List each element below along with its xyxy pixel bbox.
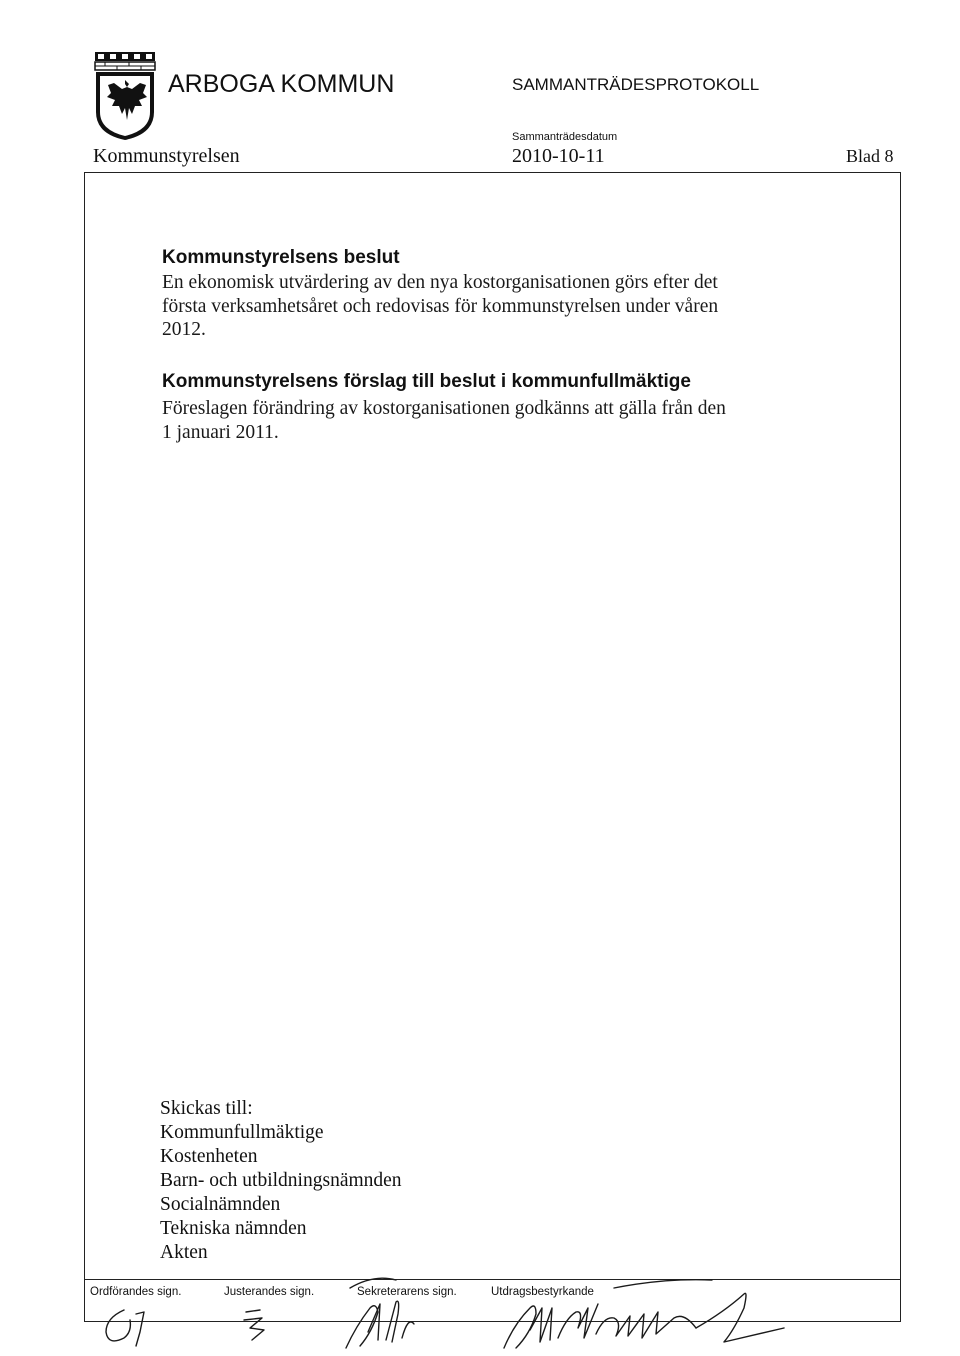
frame-right-border [900,172,901,1322]
distribution-label: Skickas till: [160,1098,253,1119]
adjuster-signature-label: Justerandes sign. [224,1286,315,1298]
extract-certification-label: Utdragsbestyrkande [491,1286,594,1298]
proposal-line: Föreslagen förändring av kostorganisationen godkänns att gälla från den [162,398,726,419]
adjuster-initials-signature [244,1310,264,1340]
meeting-date-label: Sammanträdesdatum [512,131,618,143]
decision-line: första verksamhetsåret och redovisas för kommunstyrelsen under våren [162,295,719,317]
municipal-crest-logo [92,50,158,142]
page-number: Blad 8 [846,146,894,166]
recipient: Akten [160,1242,208,1263]
distribution-list [160,1097,402,1265]
decision-heading: Kommunstyrelsens beslut [162,247,400,268]
recipient: Barn- och utbildningsnämnden [160,1170,402,1191]
meeting-date: 2010-10-11 [512,145,605,167]
recipient: Kostenheten [160,1146,258,1167]
recipient: Socialnämnden [160,1194,281,1215]
decision-line: En ekonomisk utvärdering av den nya kostorganisationen görs efter det [162,272,718,293]
decision-line: 2012. [162,319,206,340]
recipient: Tekniska nämnden [160,1218,307,1239]
decision-text [162,271,802,342]
chair-initials-signature [106,1310,144,1346]
secretary-signature-label: Sekreterarens sign. [357,1286,457,1298]
header-rule [84,172,901,173]
handwritten-signatures [84,1268,900,1354]
frame-left-border [84,172,85,1322]
proposal-heading: Kommunstyrelsens förslag till beslut i kommunfullmäktige [162,371,691,392]
recipient: Kommunfullmäktige [160,1122,324,1143]
proposal-line: 1 januari 2011. [162,421,279,443]
chair-signature-label: Ordförandes sign. [90,1286,182,1298]
organization-name: ARBOGA KOMMUN [168,70,395,98]
secretary-signature [346,1278,414,1348]
document-type: SAMMANTRÄDESPROTOKOLL [512,75,760,94]
proposal-text [162,397,802,444]
department-name: Kommunstyrelsen [93,145,240,167]
extract-certification-signature [504,1280,784,1348]
